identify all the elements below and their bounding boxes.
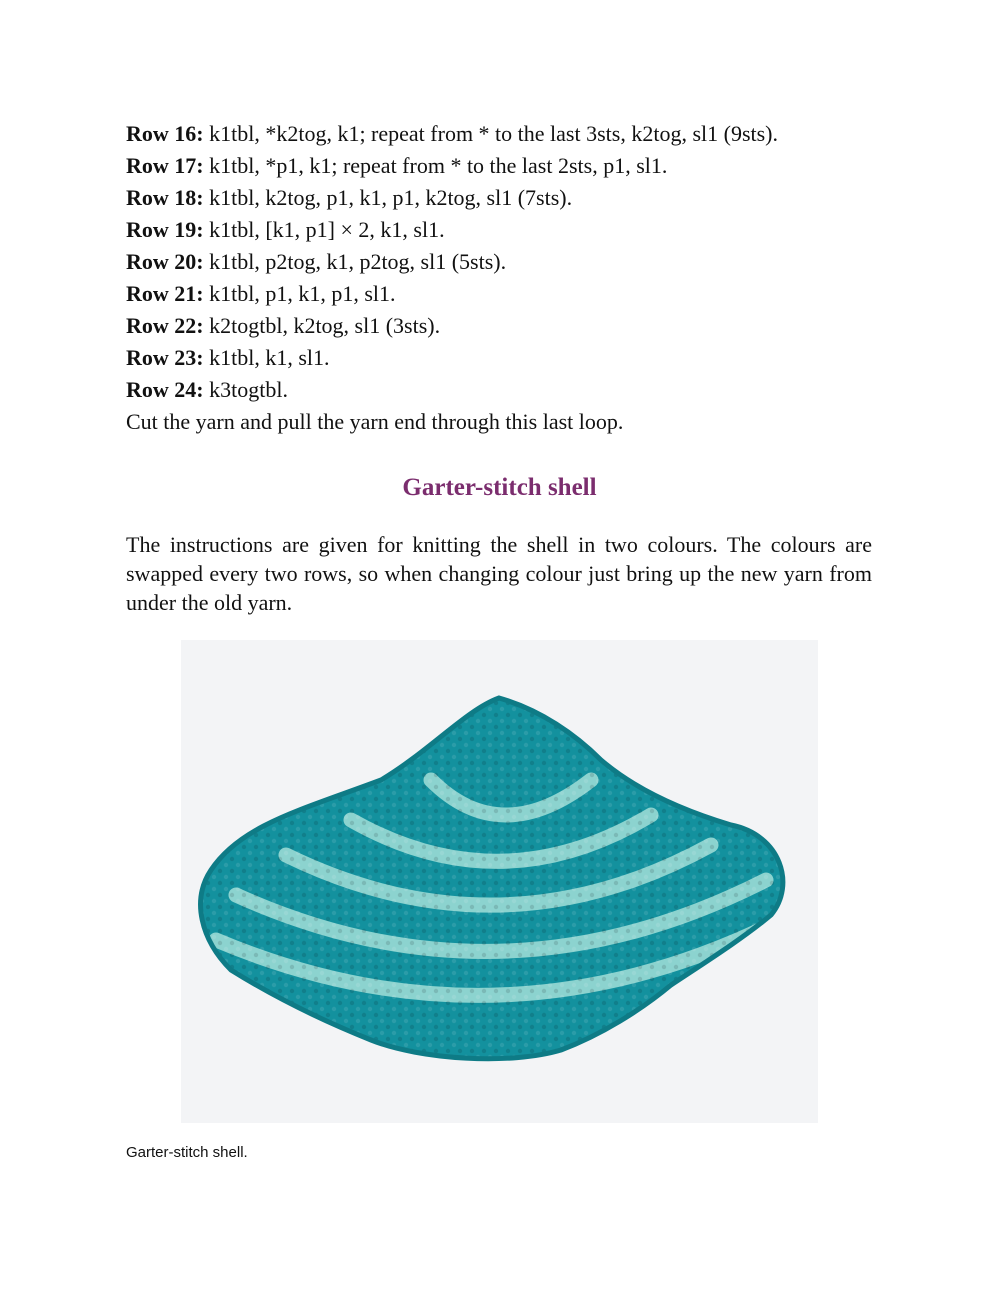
row-label: Row 16: [126, 121, 204, 146]
shell-photo [181, 640, 818, 1123]
figure-caption: Garter-stitch shell. [126, 1144, 248, 1161]
section-heading: Garter-stitch shell [402, 474, 597, 501]
row-label: Row 22: [126, 313, 204, 338]
row-text: k3togtbl. [209, 377, 288, 402]
row-text: k2togtbl, k2tog, sl1 (3sts). [209, 313, 441, 338]
row-16 [126, 118, 886, 150]
row-text: k1tbl, p1, k1, p1, sl1. [209, 281, 396, 306]
row-label: Row 24: [126, 377, 204, 402]
row-label: Row 18: [126, 185, 204, 210]
row-label: Row 21: [126, 281, 204, 306]
row-text: k1tbl, k1, sl1. [209, 345, 330, 370]
finish-note: Cut the yarn and pull the yarn end through this last loop. [126, 409, 624, 434]
row-label: Row 20: [126, 249, 204, 274]
intro-paragraph: The instructions are given for knitting the shell in two colours. The colours are swapped every two rows, so when changing colour just bring up the new yarn from under the old yarn. [126, 532, 872, 615]
row-20 [126, 246, 886, 278]
row-text: k1tbl, k2tog, p1, k1, p1, k2tog, sl1 (7sts). [209, 185, 573, 210]
row-22 [126, 310, 886, 342]
row-21 [126, 278, 886, 310]
row-text: k1tbl, p2tog, k1, p2tog, sl1 (5sts). [209, 249, 507, 274]
row-17 [126, 150, 886, 182]
row-label: Row 19: [126, 217, 204, 242]
row-text: k1tbl, *k2tog, k1; repeat from * to the last 3sts, k2tog, sl1 (9sts). [209, 121, 779, 146]
row-text: k1tbl, [k1, p1] × 2, k1, sl1. [209, 217, 445, 242]
row-23 [126, 342, 886, 374]
pattern-rows [126, 118, 886, 438]
row-text: k1tbl, *p1, k1; repeat from * to the last 2sts, p1, sl1. [209, 153, 668, 178]
row-label: Row 23: [126, 345, 204, 370]
knitted-shell-illustration [181, 640, 818, 1123]
row-19 [126, 214, 886, 246]
row-18 [126, 182, 886, 214]
row-24 [126, 374, 886, 406]
row-label: Row 17: [126, 153, 204, 178]
